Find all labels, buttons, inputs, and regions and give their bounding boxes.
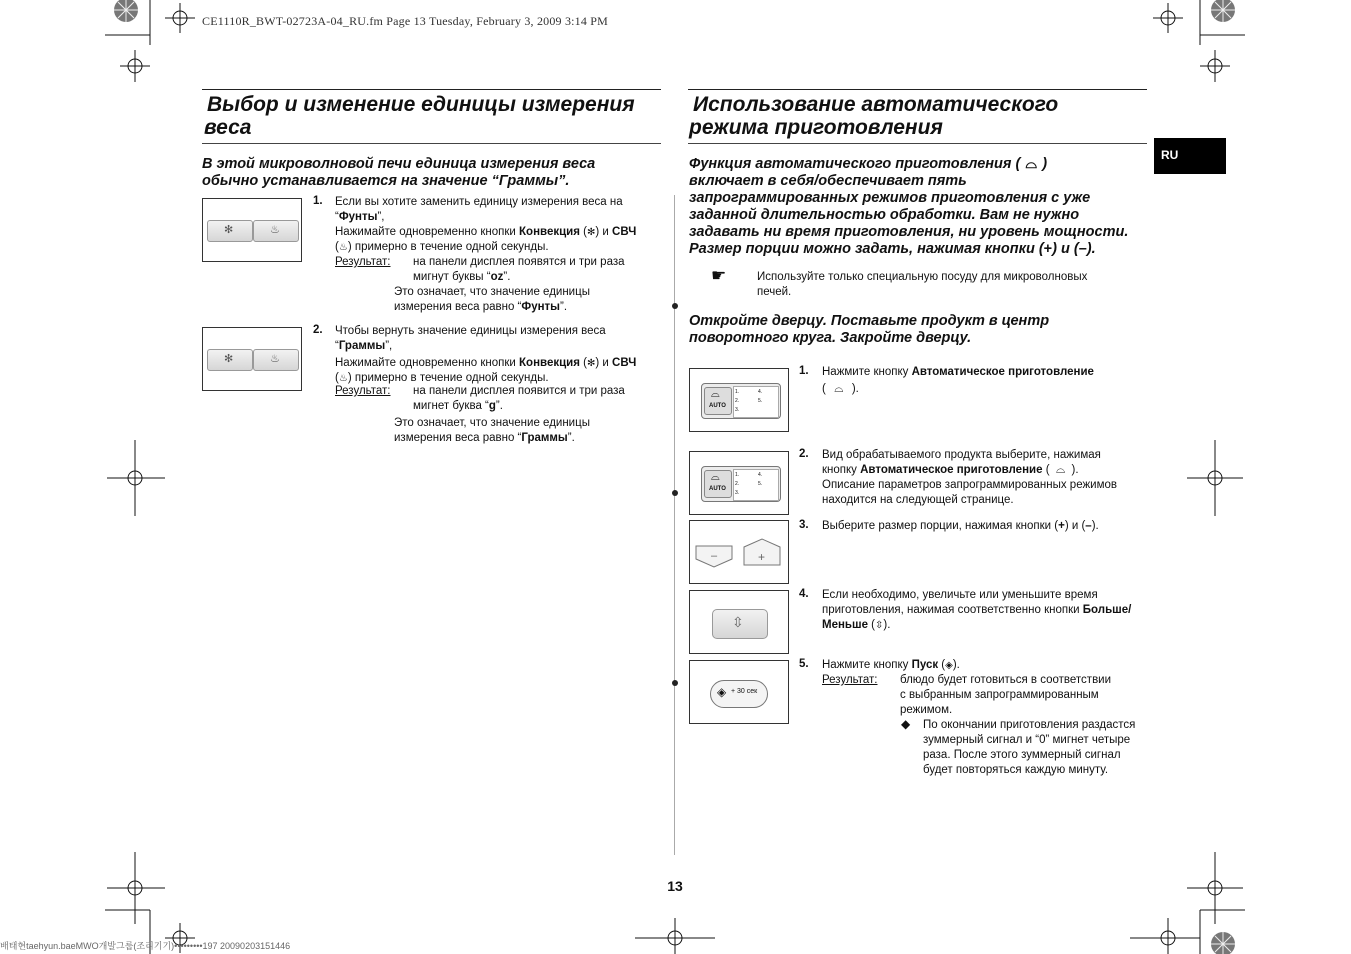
auto-cook-menu: 1. 2. 3. 4. 5. — [733, 469, 779, 501]
auto-cook-button: ⌓ AUTO — [704, 470, 732, 498]
auto-cook-icon: ⌓ — [1025, 156, 1038, 172]
step-number: 5. — [799, 658, 809, 670]
pointing-hand-icon: ☛ — [711, 266, 727, 285]
auto-cook-icon: ⌓ — [1055, 464, 1066, 476]
start-button-illustration — [689, 660, 789, 724]
microwave-wave-icon: ♨ — [270, 224, 280, 236]
auto-cook-panel — [701, 383, 781, 419]
convection-button — [207, 220, 253, 242]
auto-cook-icon: ⌓ — [711, 388, 720, 400]
step-number: 1. — [799, 365, 809, 377]
note-text: Используйте только специальную посуду для микроволновых печей. — [757, 271, 1088, 298]
left-section-title: Выбор и изменение единицы измерения веса — [204, 93, 635, 139]
footer-stamp: 배태현taehyun.baeMWO개발그룹(조리기기)•••••••••197 20090203151446 — [0, 941, 291, 951]
left-step1-text: Если вы хотите заменить единицу измерения веса на “Фунты”, Нажимайте одновременно кнопки Конвекция (✻) и СВЧ (♨) примерно в течение одной секунды. Результат: на панели дисплея появятся и три раза мигнут буквы “oz”. Это означает, что значение единицы измерения веса равно “Фунты”. — [335, 196, 637, 313]
right-title-top-rule — [688, 89, 1147, 90]
auto-cook-icon: ⌓ — [834, 383, 844, 395]
plus-icon: + — [758, 550, 766, 564]
auto-cook-button: ⌓ AUTO — [704, 387, 732, 415]
minus-icon: – — [1085, 520, 1092, 532]
right-step4-text: Если необходимо, увеличьте или уменьшите время приготовления, нажимая соответственно кнопки Больше/ Меньше (⇳). — [822, 589, 1132, 631]
minus-icon: – — [711, 550, 718, 562]
right-title-bottom-rule — [688, 143, 1147, 144]
right-step2-text: Вид обрабатываемого продукта выберите, нажимая кнопку Автоматическое приготовление ( ⌓ ). Описание параметров запрограммированных режимов находится на следующей странице. — [822, 449, 1117, 506]
divider-dot — [672, 303, 678, 309]
microwave-button — [253, 349, 299, 371]
fan-icon: ✻ — [586, 358, 596, 369]
right-step3-text: Выберите размер порции, нажимая кнопки (+) и (–). — [822, 520, 1099, 532]
up-down-arrows-icon: ⇳ — [875, 620, 884, 631]
start-button: ◈ + 30 сек — [710, 680, 768, 708]
more-less-button — [712, 609, 768, 639]
step-number: 2. — [799, 448, 809, 460]
left-intro: В этой микроволновой печи единица измерения веса обычно устанавливается на значение “Граммы”. — [202, 156, 596, 189]
plus-icon: + — [1058, 520, 1065, 532]
page-number: 13 — [667, 878, 683, 894]
up-down-arrows-icon: ⇳ — [732, 614, 744, 630]
plus-icon: + — [1043, 241, 1053, 257]
auto-cook-panel — [701, 466, 781, 502]
language-tab: RU — [1154, 138, 1226, 174]
fan-icon: ✻ — [224, 353, 234, 365]
fan-icon: ✻ — [224, 224, 234, 236]
auto-cook-menu: 1. 2. 3. 4. 5. — [733, 386, 779, 418]
left-title-bottom-rule — [202, 143, 661, 144]
divider-dot — [672, 490, 678, 496]
microwave-wave-icon: ♨ — [338, 242, 348, 253]
microwave-button — [253, 220, 299, 242]
convection-microwave-buttons-illustration — [202, 327, 302, 391]
right-intro: Функция автоматического приготовления ( ⌓ ) включает в себя/обеспечивает пять запрограммированных режимов приготовления с уже заданной длительностью обработки. Вам не нужно задавать ни время приготовления, ни уровень мощности. Размер порции можно задать, нажимая кнопки (+) и (–). — [689, 156, 1129, 257]
microwave-wave-icon: ♨ — [338, 373, 348, 384]
right-subheading: Откройте дверцу. Поставьте продукт в центр поворотного круга. Закройте дверцу. — [689, 313, 1050, 346]
right-section-title: Использование автоматического режима приготовления — [689, 93, 1059, 139]
microwave-wave-icon: ♨ — [270, 353, 280, 365]
step-number: 3. — [799, 519, 809, 531]
left-title-top-rule — [202, 89, 661, 90]
column-divider — [674, 195, 675, 855]
convection-button — [207, 349, 253, 371]
auto-cook-icon: ⌓ — [711, 471, 720, 483]
portion-size-buttons-illustration — [689, 520, 789, 584]
step-number: 4. — [799, 588, 809, 600]
start-diamond-icon: ◈ — [945, 660, 953, 671]
left-step2-text: Чтобы вернуть значение единицы измерения веса “Граммы”, Нажимайте одновременно кнопки Конвекция (✻) и СВЧ (♨) примерно в течение одной секунды. Результат: на панели дисплея появится и три раза мигнет буква “g”. Это означает, что значение единицы измерения веса равно “Граммы”. — [335, 325, 637, 444]
minus-icon: – — [1078, 241, 1087, 257]
divider-dot — [672, 680, 678, 686]
fan-icon: ✻ — [586, 227, 596, 238]
start-diamond-icon: ◈ — [717, 685, 727, 699]
result-label: Результат: — [335, 256, 391, 268]
more-less-button-illustration — [689, 590, 789, 654]
auto-cook-panel-illustration — [689, 451, 789, 515]
right-step1-text: Нажмите кнопку Автоматическое приготовление ( ⌓ ). — [822, 366, 1094, 395]
convection-microwave-buttons-illustration — [202, 198, 302, 262]
minus-plus-buttons — [690, 521, 788, 583]
step-number: 1. — [313, 195, 323, 207]
step-number: 2. — [313, 324, 323, 336]
auto-cook-panel-illustration — [689, 368, 789, 432]
file-info-header: CE1110R_BWT-02723A-04_RU.fm Page 13 Tuesday, February 3, 2009 3:14 PM — [202, 14, 609, 28]
result-label: Результат: — [822, 674, 878, 686]
bullet-diamond-icon: ◆ — [901, 717, 911, 731]
right-step5-text: Нажмите кнопку Пуск (◈). Результат: блюдо будет готовиться в соответствии с выбранным запрограммированным режимом. ◆ По окончании приготовления раздастся зуммерный сигнал и “0” мигнет четыре раза. После этого зуммерный сигнал будет повторяться каждую минуту. — [822, 659, 1136, 776]
result-label: Результат: — [335, 385, 391, 397]
